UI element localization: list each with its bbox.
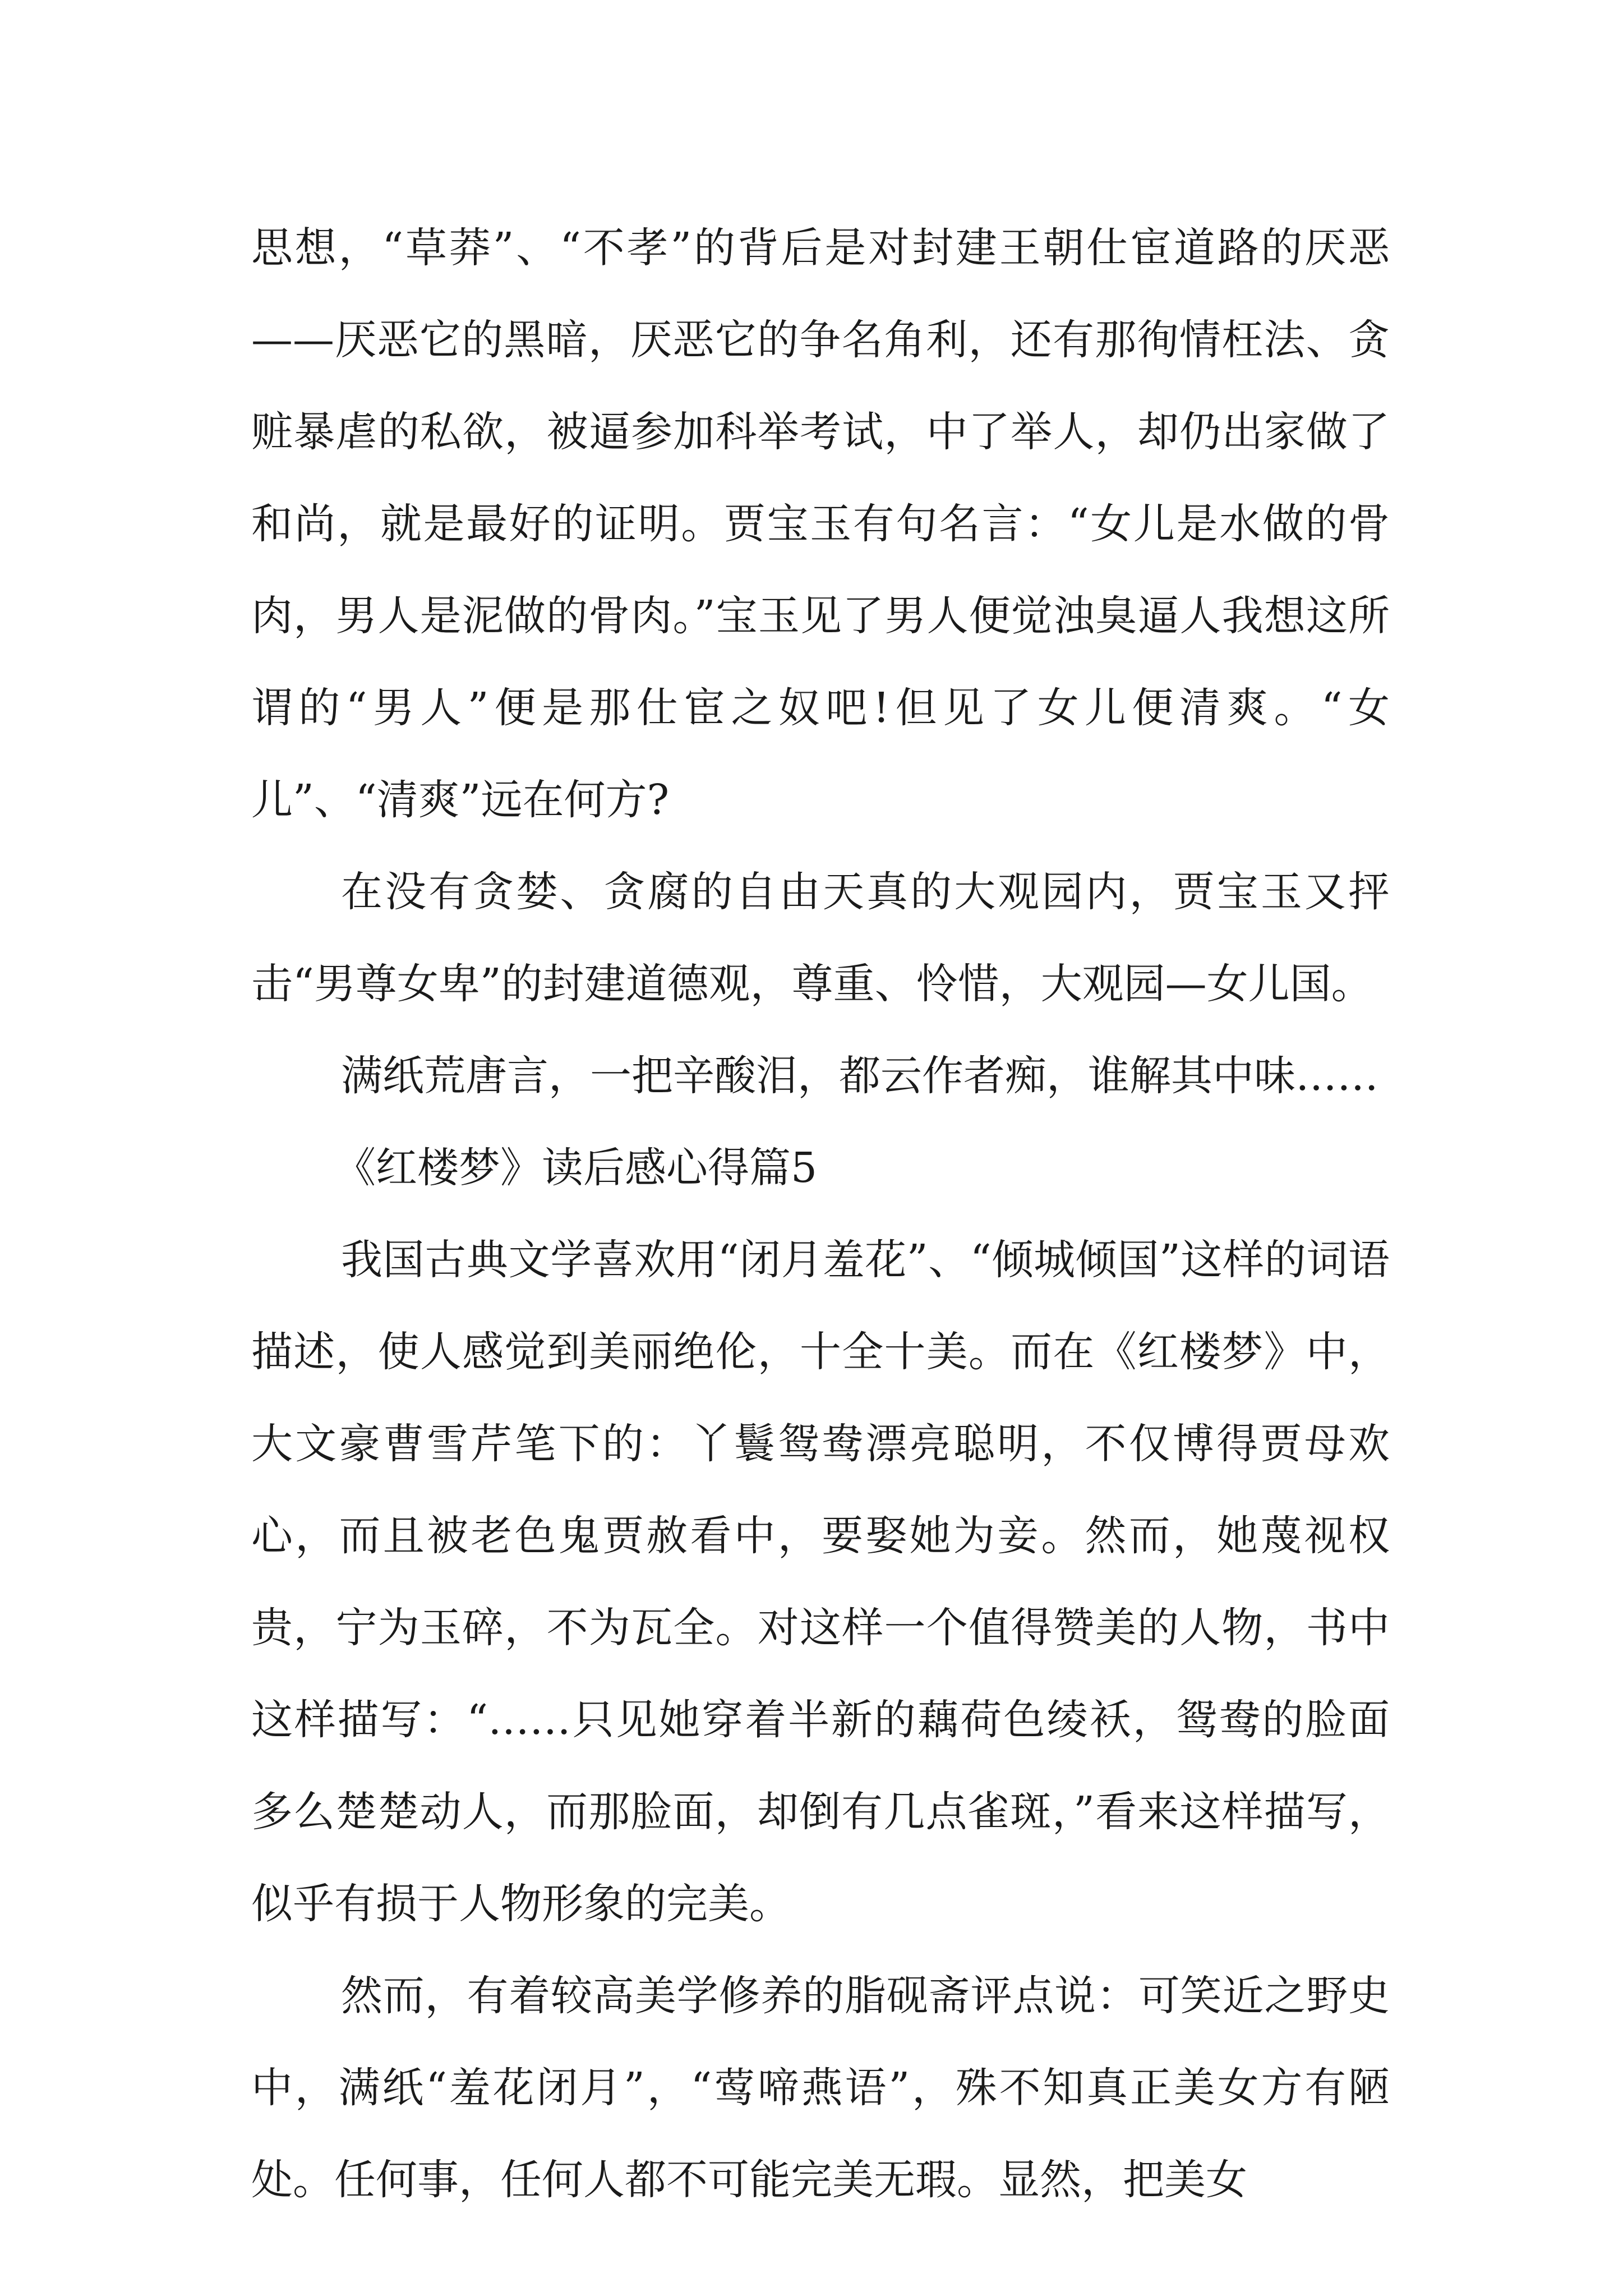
paragraph: 然而，有着较高美学修养的脂砚斋评点说：可笑近之野史中，满纸“羞花闭月”，“莺啼燕语”，殊不知真正美女方有陋处。任何事，任何人都不可能完美无瑕。显然，把美女 <box>251 1972 1390 2204</box>
body-text <box>251 202 1390 2226</box>
paragraph: 在没有贪婪、贪腐的自由天真的大观园内，贾宝玉又抨击“男尊女卑”的封建道德观，尊重、怜惜，大观园—女儿国。 <box>251 868 1390 1008</box>
paragraph: 满纸荒唐言，一把辛酸泪，都云作者痴，谁解其中味…… <box>341 1052 1378 1100</box>
paragraph: 思想，“草莽”、“不孝”的背后是对封建王朝仕宦道路的厌恶——厌恶它的黑暗，厌恶它的争名角利，还有那徇情枉法、贪赃暴虐的私欲，被逼参加科举考试，中了举人，却仍出家做了和尚，就是最好的证明。贾宝玉有句名言：“女儿是水做的骨肉，男人是泥做的骨肉。”宝玉见了男人便觉浊臭逼人我想这所谓的“男人”便是那仕宦之奴吧!但见了女儿便清爽。“女儿”、“清爽”远在何方? <box>251 224 1390 824</box>
paragraph: 我国古典文学喜欢用“闭月羞花”、“倾城倾国”这样的词语描述，使人感觉到美丽绝伦，十全十美。而在《红楼梦》中，大文豪曹雪芹笔下的：丫鬟鸳鸯漂亮聪明，不仅博得贾母欢心，而且被老色鬼贾赦看中，要娶她为妾。然而，她蔑视权贵，宁为玉碎，不为瓦全。对这样一个值得赞美的人物，书中这样描写：“……只见她穿着半新的藕荷色绫袄，鸳鸯的脸面多么楚楚动人，而那脸面，却倒有几点雀斑，”看来这样描写，似乎有损于人物形象的完美。 <box>251 1236 1390 1928</box>
section-heading: 《红楼梦》读后感心得篇5 <box>334 1144 818 1192</box>
